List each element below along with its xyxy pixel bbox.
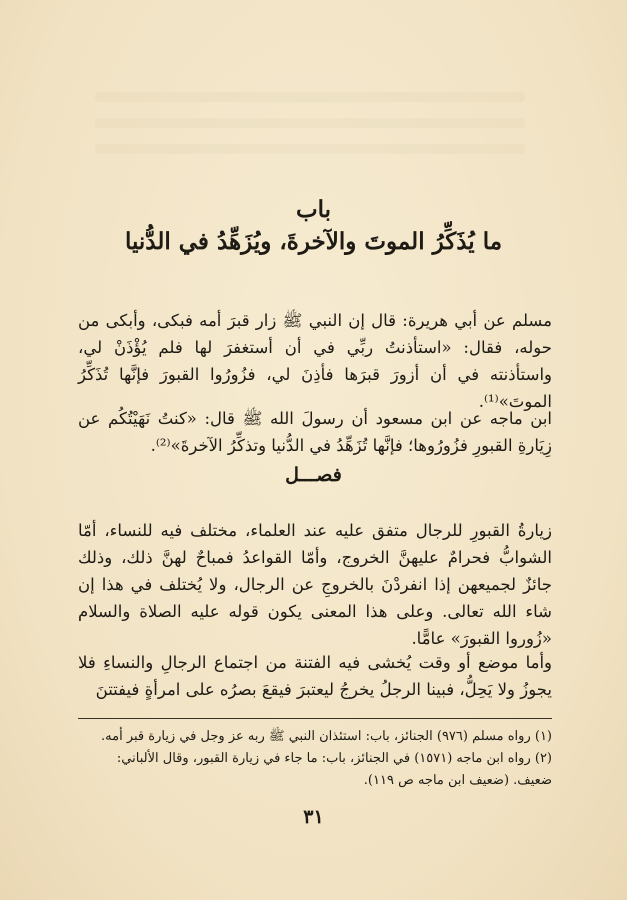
paragraph-hadith-muslim: مسلم عن أبي هريرة: قال إن النبي ﷺ زار قبرَ أمه فبكى، وأبكى من حوله، فقال: «استأذنتُ ربِّي في أن أستغفرَ لها فلم يُؤْذَنْ لي، واستأذنته في أن أزورَ قبرَها فأذِنَ لي، فزُورُوا القبورَ فإنَّها تُذَكِّرُ الموتَ»⁽¹⁾.	[78, 310, 552, 411]
paragraph-fitna: وأما موضع أو وقت يُخشى فيه الفتنة من اجتماع الرجالِ والنساءِ فلا يجوزُ ولا يَحِلُّ، فبينا الرجلُ يخرجُ ليعتبرَ فيقعَ بصرُه على امرأةٍ فيفتتنَ	[78, 652, 552, 699]
bleed-through-line	[95, 118, 525, 128]
footnotes	[78, 726, 552, 792]
chapter-label: باب	[295, 196, 332, 223]
footnote-divider	[78, 718, 552, 719]
section-title: فصـــل	[285, 464, 342, 486]
bleed-through-line	[95, 144, 525, 154]
chapter-title: ما يُذَكِّرُ الموتَ والآخرةَ، ويُزَهِّدُ في الدُّنيا	[124, 228, 503, 255]
paragraph-ruling: زيارةُ القبورِ للرجال متفق عليه عند العلماء، مختلف فيه للنساء، أمّا الشوابُّ فحرامٌ عليهنَّ الخروج، وأمّا القواعدُ فمباحٌ لهنَّ ذلك، وذلك جائزٌ لجميعهن إذا انفردْنَ بالخروجِ عن الرجال، ولا يُختلف في هذا إن شاء الله تعالى. وعلى هذا المعنى يكون قوله عليه الصلاة والسلام «زُوروا القبورَ» عامًّا.	[78, 520, 552, 648]
page-number: ٣١	[303, 806, 324, 828]
footnote-1: (١) رواه مسلم (٩٧٦) الجنائز، باب: استئذان النبي ﷺ ربه عز وجل في زيارة قبر أمه.	[101, 729, 552, 744]
bleed-through-line	[95, 92, 525, 102]
paragraph-hadith-ibn-majah: ابن ماجه عن ابن مسعود أن رسولَ الله ﷺ قال: «كنتُ نَهَيْتُكُم عن زِيَارةِ القبورِ فزُورُوها؛ فإنَّها تُزَهِّدُ في الدُّنيا وتذكِّرُ الآخرةَ»⁽²⁾.	[78, 408, 552, 455]
footnote-2: (٢) رواه ابن ماجه (١٥٧١) في الجنائز، باب: ما جاء في زيارة القبور، وقال الألباني: ضعيف. (ضعيف ابن ماجه ص ١١٩).	[116, 751, 552, 788]
